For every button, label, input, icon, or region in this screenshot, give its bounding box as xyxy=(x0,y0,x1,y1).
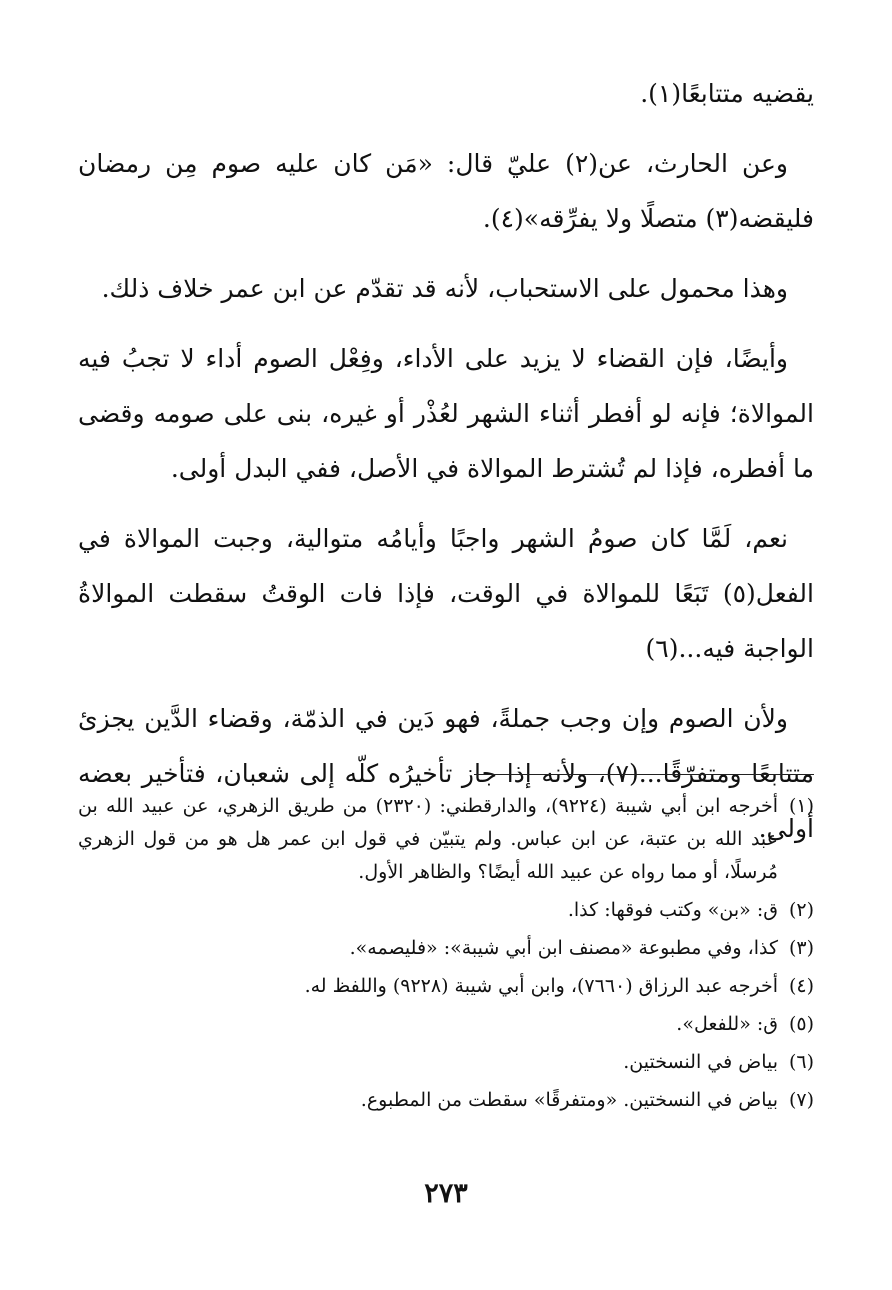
footnote-number: (٦) xyxy=(788,1051,814,1073)
footnote xyxy=(78,1084,814,1117)
footnote xyxy=(78,932,814,965)
footnote xyxy=(78,894,814,927)
footnote-text: ق: «بن» وكتب فوقها: كذا. xyxy=(567,899,778,921)
footnote-number: (١) xyxy=(788,795,814,817)
page-number: ٢٧٣ xyxy=(424,1178,468,1209)
footnotes xyxy=(78,790,814,1122)
paragraph: وعن الحارث، عن(٢) عليّ قال: «مَن كان عليه صوم مِن رمضان فليقضه(٣) متصلًا ولا يفرِّقه»(٤). xyxy=(78,149,814,233)
footnote-text: ق: «للفعل». xyxy=(676,1013,778,1035)
footnote-number: (٣) xyxy=(788,937,814,959)
paragraph: وهذا محمول على الاستحباب، لأنه قد تقدّم عن ابن عمر خلاف ذلك. xyxy=(101,274,788,303)
paragraph: يقضيه متتابعًا(١). xyxy=(640,79,814,108)
footnote xyxy=(78,970,814,1003)
footnote-number: (٥) xyxy=(788,1013,814,1035)
footnote xyxy=(78,1046,814,1079)
paragraph: نعم، لَمَّا كان صومُ الشهر واجبًا وأيامُه متوالية، وجبت الموالاة في الفعل(٥) تَبَعًا للموالاة في الوقت، فإذا فات الوقتُ سقطت الموالاةُ الواجبة فيه...(٦) xyxy=(78,524,814,663)
paragraph: ولأن الصوم وإن وجب جملةً، فهو دَين في الذمّة، وقضاء الدَّين يجزئ متتابعًا ومتفرّقًا...(٧)، ولأنه إذا جاز تأخيرُه كلّه إلى شعبان، فتأخير بعضه أولى. xyxy=(78,704,814,843)
main-text xyxy=(78,66,814,871)
footnote-text: أخرجه ابن أبي شيبة (٩٢٢٤)، والدارقطني: (٢٣٢٠) من طريق الزهري، عن عبيد الله بن عبد الله بن عتبة، عن ابن عباس. ولم يتبيّن في قول ابن عمر هل هو من قول الزهري مُرسلًا، أو مما رواه عن عبيد الله أيضًا؟ والظاهر الأول. xyxy=(78,795,778,883)
footnote-number: (٤) xyxy=(788,975,814,997)
footnote xyxy=(78,790,814,889)
footnote xyxy=(78,1008,814,1041)
paragraph: وأيضًا، فإن القضاء لا يزيد على الأداء، وفِعْل الصوم أداء لا تجبُ فيه الموالاة؛ فإنه لو أفطر أثناء الشهر لعُذْر أو غيره، بنى على صومه وقضى ما أفطره، فإذا لم تُشترط الموالاة في الأصل، ففي البدل أولى. xyxy=(78,344,814,483)
footnote-number: (٢) xyxy=(788,899,814,921)
footnote-text: بياض في النسختين. «ومتفرقًا» سقطت من المطبوع. xyxy=(360,1089,778,1111)
footnote-number: (٧) xyxy=(788,1089,814,1111)
footnote-text: بياض في النسختين. xyxy=(623,1051,778,1073)
footnote-text: أخرجه عبد الرزاق (٧٦٦٠)، وابن أبي شيبة (٩٢٢٨) واللفظ له. xyxy=(304,975,778,997)
footnote-divider xyxy=(474,774,814,775)
footnote-text: كذا، وفي مطبوعة «مصنف ابن أبي شيبة»: «فليصمه». xyxy=(349,937,778,959)
